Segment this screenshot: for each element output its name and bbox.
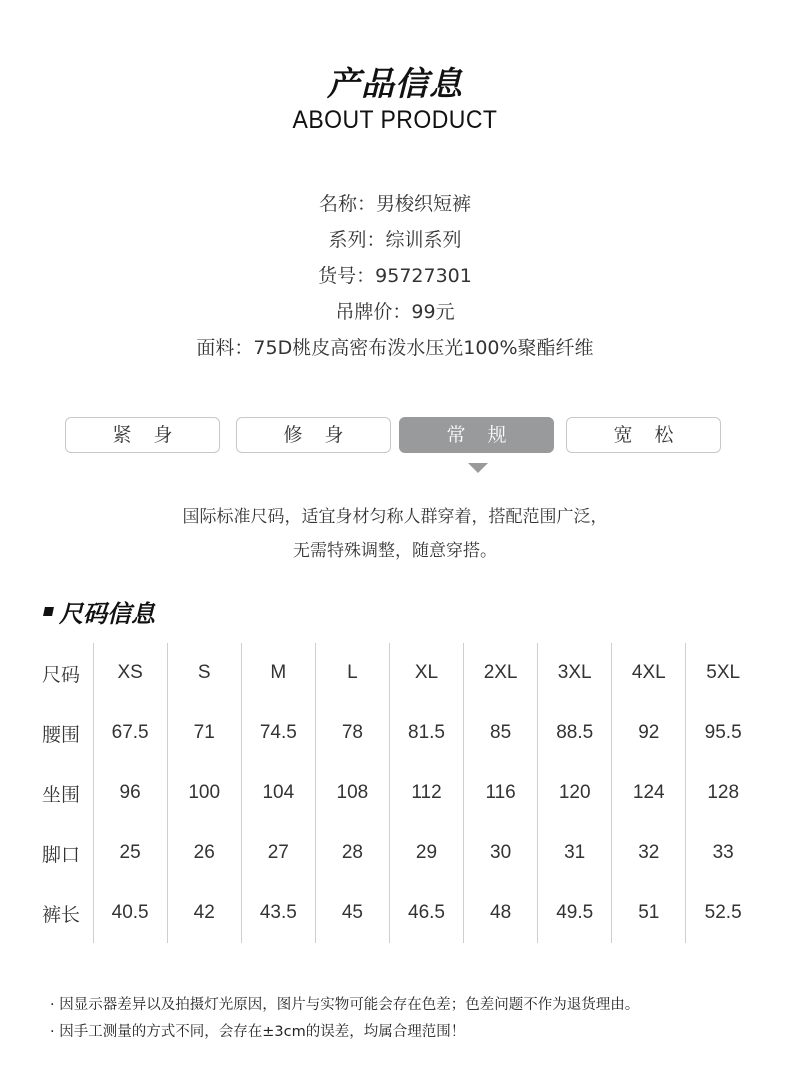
table-cell: 30	[464, 823, 538, 883]
table-cell: 120	[538, 763, 612, 823]
table-cell: S	[167, 643, 241, 703]
fit-tab-slim[interactable]: 修 身	[236, 417, 391, 453]
table-cell: 42	[167, 883, 241, 943]
table-cell: 43.5	[241, 883, 315, 943]
table-row	[30, 883, 760, 943]
fit-description-line: 无需特殊调整，随意穿搭。	[293, 541, 497, 561]
table-cell: M	[241, 643, 315, 703]
table-cell: 104	[241, 763, 315, 823]
table-cell: 78	[315, 703, 389, 763]
square-bullet-icon	[43, 607, 54, 616]
size-table	[30, 643, 760, 943]
table-cell: 81.5	[389, 703, 463, 763]
table-cell: 32	[612, 823, 686, 883]
table-cell: 85	[464, 703, 538, 763]
table-cell: 27	[241, 823, 315, 883]
product-sku: 货号：95727301	[318, 265, 472, 287]
row-label: 尺码	[42, 663, 81, 686]
disclaimer-notes	[50, 992, 639, 1046]
table-cell: 88.5	[538, 703, 612, 763]
table-cell: 45	[315, 883, 389, 943]
table-cell: 52.5	[686, 883, 760, 943]
table-cell: 40.5	[93, 883, 167, 943]
table-cell: 31	[538, 823, 612, 883]
size-section-heading	[44, 594, 155, 629]
table-cell: 100	[167, 763, 241, 823]
table-cell: 108	[315, 763, 389, 823]
table-cell: 51	[612, 883, 686, 943]
fit-tab-tight[interactable]: 紧 身	[65, 417, 220, 453]
table-cell: 112	[389, 763, 463, 823]
table-cell: 46.5	[389, 883, 463, 943]
product-fabric: 面料：75D桃皮高密布泼水压光100%聚酯纤维	[196, 337, 594, 359]
table-cell: 71	[167, 703, 241, 763]
active-tab-pointer-icon	[468, 463, 488, 473]
table-cell: 74.5	[241, 703, 315, 763]
table-cell: 128	[686, 763, 760, 823]
fit-description-line: 国际标准尺码，适宜身材匀称人群穿着，搭配范围广泛，	[182, 507, 608, 527]
table-cell: 67.5	[93, 703, 167, 763]
note-item: · 因手工测量的方式不同，会存在±3cm的误差，均属合理范围！	[50, 1024, 466, 1040]
table-cell: 28	[315, 823, 389, 883]
row-label: 坐围	[42, 783, 81, 806]
note-item: · 因显示器差异以及拍摄灯光原因，图片与实物可能会存在色差；色差问题不作为退货理由。	[50, 997, 640, 1013]
table-cell: 4XL	[612, 643, 686, 703]
table-cell: 116	[464, 763, 538, 823]
row-label: 脚口	[42, 843, 81, 866]
table-cell: 96	[93, 763, 167, 823]
table-cell: 48	[464, 883, 538, 943]
page-title: 产品信息	[327, 64, 463, 103]
fit-tab-regular[interactable]: 常 规	[399, 417, 554, 453]
table-cell: 124	[612, 763, 686, 823]
page-subtitle: ABOUT PRODUCT	[292, 106, 498, 134]
table-cell: 95.5	[686, 703, 760, 763]
fit-description	[0, 500, 790, 568]
table-cell: 5XL	[686, 643, 760, 703]
table-cell: 92	[612, 703, 686, 763]
table-cell: 29	[389, 823, 463, 883]
table-row	[30, 763, 760, 823]
table-cell: 26	[167, 823, 241, 883]
product-name: 名称：男梭织短裤	[318, 193, 471, 215]
table-cell: XL	[389, 643, 463, 703]
fit-tabs	[65, 417, 722, 453]
row-label: 裤长	[42, 903, 81, 926]
table-cell: 2XL	[464, 643, 538, 703]
table-cell: 49.5	[538, 883, 612, 943]
table-cell: L	[315, 643, 389, 703]
table-row	[30, 703, 760, 763]
table-row	[30, 643, 760, 703]
table-cell: 33	[686, 823, 760, 883]
table-cell: XS	[93, 643, 167, 703]
product-price: 吊牌价：99元	[335, 301, 455, 323]
product-series: 系列：综训系列	[328, 229, 462, 251]
size-section-title: 尺码信息	[59, 600, 155, 628]
row-label: 腰围	[42, 723, 81, 746]
table-row	[30, 823, 760, 883]
table-cell: 25	[93, 823, 167, 883]
product-info	[0, 186, 790, 366]
fit-tab-loose[interactable]: 宽 松	[566, 417, 721, 453]
table-cell: 3XL	[538, 643, 612, 703]
